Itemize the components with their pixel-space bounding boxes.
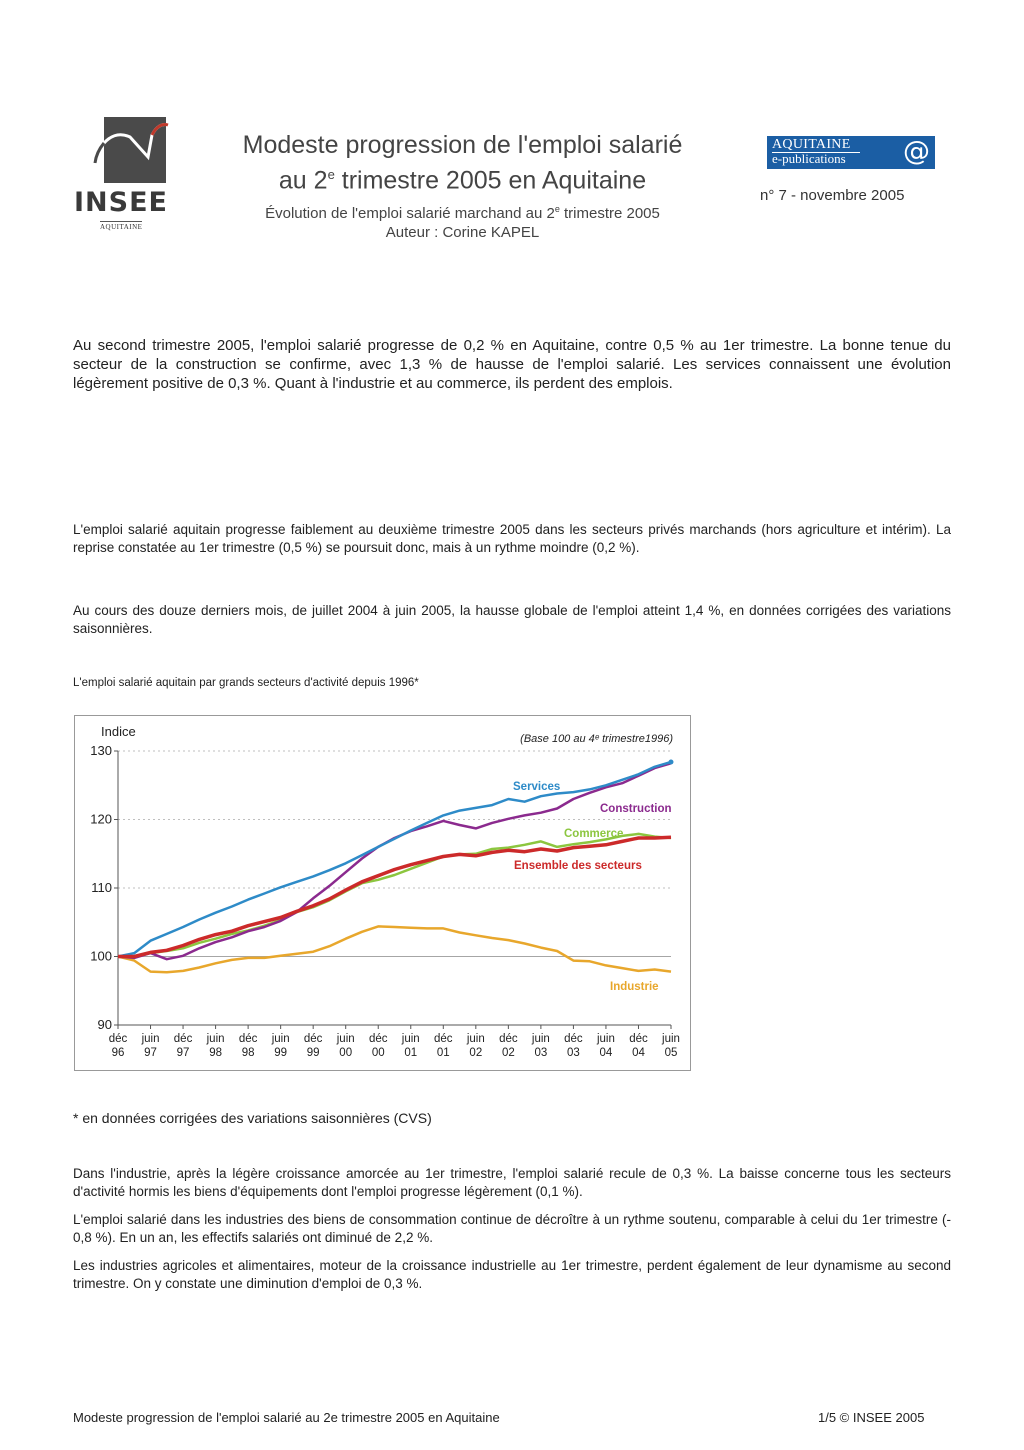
x-tick-label-year: 02 [469, 1047, 483, 1059]
y-tick-label: 130 [90, 743, 112, 758]
chart-svg [75, 716, 690, 1070]
y-tick-label: 100 [90, 948, 112, 964]
subtitle-superscript: e [554, 204, 560, 214]
series-label-industrie: Industrie [610, 981, 659, 993]
footer-page-copyright: 1/5 © INSEE 2005 [818, 1410, 925, 1425]
logo-wordmark: INSEE [74, 187, 168, 218]
x-tick-label-month: juin [206, 1033, 225, 1045]
x-tick-label-month: déc [173, 1033, 193, 1045]
aquitaine-e-publications-badge[interactable] [767, 136, 935, 169]
subtitle-rest: trimestre 2005 [559, 205, 660, 222]
x-tick-label-year: 03 [534, 1047, 548, 1059]
logo-region: AQUITAINE [100, 223, 143, 231]
x-tick-label-year: 04 [632, 1047, 645, 1059]
x-tick-label-year: 99 [274, 1047, 288, 1059]
paragraph-3: Dans l'industrie, après la légère croissance amorcée au 1er trimestre, l'emploi salarié recule de 0,3 %. La baisse concerne tous les secteurs d'activité hormis les biens d'équipements dont l'emploi progresse légèrement (0,1 %). [73, 1166, 951, 1199]
x-tick-label-year: 97 [144, 1047, 157, 1059]
x-tick-label-month: juin [401, 1033, 420, 1045]
x-tick-label-year: 97 [176, 1047, 190, 1059]
x-tick-label-month: juin [662, 1033, 680, 1045]
chart-base-note: (Base 100 au 4ᵉ trimestre1996) [520, 733, 673, 745]
page-subtitle [185, 200, 740, 242]
paragraph-4: L'emploi salarié dans les industries des biens de consommation continue de décroître à un rythme soutenu, comparable à celui du 1er trimestre (- 0,8 %). En un an, les effectifs salariés ont diminué de 2,2 %. [73, 1212, 951, 1245]
footer-title: Modeste progression de l'emploi salarié au 2e trimestre 2005 en Aquitaine [73, 1410, 500, 1425]
x-tick-label-month: déc [108, 1033, 128, 1045]
series-line-industrie [118, 926, 671, 972]
employment-chart [74, 715, 691, 1071]
y-tick-label: 120 [90, 811, 112, 827]
x-tick-label-month: déc [629, 1033, 648, 1045]
subtitle-text: Évolution de l'emploi salarié marchand au 2 [265, 205, 555, 222]
series-label-construction: Construction [600, 803, 672, 815]
paragraph-1: L'emploi salarié aquitain progresse faiblement au deuxième trimestre 2005 dans les secteurs privés marchands (hors agriculture et intérim). La reprise constatée au 1er trimestre (0,5 %) se poursuit donc, mais à un rythme moindre (0,2 %). [73, 522, 951, 555]
subtitle-line [185, 200, 740, 223]
series-label-services: Services [513, 781, 561, 793]
x-tick-label-year: 99 [306, 1047, 320, 1059]
x-tick-label-year: 00 [339, 1047, 353, 1059]
x-tick-label-month: déc [434, 1033, 453, 1045]
chart-footnote: * en données corrigées des variations saisonnières (CVS) [73, 1110, 432, 1126]
x-tick-label-month: juin [336, 1033, 355, 1045]
badge-region: AQUITAINE [772, 137, 851, 152]
insee-logo-icon [70, 115, 170, 185]
x-tick-label-month: juin [466, 1033, 485, 1045]
x-tick-label-month: juin [271, 1033, 290, 1045]
x-tick-label-year: 98 [241, 1047, 255, 1059]
y-axis-label: Indice [101, 724, 136, 739]
x-tick-label-month: juin [531, 1033, 550, 1045]
x-tick-label-month: déc [368, 1033, 388, 1045]
x-tick-label-year: 01 [404, 1047, 418, 1059]
x-tick-label-month: déc [303, 1033, 323, 1045]
title-line-2 [185, 160, 740, 195]
x-tick-label-year: 02 [501, 1047, 515, 1059]
series-line-ensemble-des-secteurs [118, 837, 671, 956]
paragraph-2: Au cours des douze derniers mois, de juillet 2004 à juin 2005, la hausse globale de l'emploi atteint 1,4 %, en données corrigées des variations saisonnières. [73, 603, 951, 636]
x-tick-label-year: 96 [111, 1047, 125, 1059]
x-tick-label-month: déc [238, 1033, 258, 1045]
x-tick-label-year: 98 [209, 1047, 222, 1059]
x-tick-label-month: déc [564, 1033, 583, 1045]
issue-number: n° 7 - novembre 2005 [760, 187, 905, 204]
title-line-1: Modeste progression de l'emploi salarié [242, 131, 683, 159]
y-tick-label: 90 [97, 1017, 112, 1032]
y-tick-label: 110 [91, 880, 112, 895]
series-label-ensemble-des-secteurs: Ensemble des secteurs [514, 860, 642, 872]
x-tick-label-month: déc [499, 1033, 518, 1045]
x-tick-label-year: 03 [567, 1047, 580, 1059]
series-label-commerce: Commerce [564, 828, 624, 840]
x-tick-label-year: 05 [664, 1047, 678, 1059]
x-tick-label-year: 00 [371, 1047, 385, 1059]
insee-logo [70, 115, 170, 235]
x-tick-label-month: juin [141, 1033, 160, 1045]
x-tick-label-year: 01 [436, 1047, 450, 1059]
intro-paragraph: Au second trimestre 2005, l'emploi salarié progresse de 0,2 % en Aquitaine, contre 0,5 % au 1er trimestre. La bonne tenue du secteur de la construction se confirme, avec 1,3 % de hausse de l'emploi salarié. Les services connaissent une évolution légèrement positive de 0,3 %. Quant à l'industrie et au commerce, ils perdent des emplois. [73, 337, 951, 392]
at-icon: @ [903, 136, 930, 167]
x-tick-label-month: juin [596, 1033, 615, 1045]
title-superscript: e [327, 167, 335, 182]
badge-label: e-publications [772, 151, 846, 166]
author: Auteur : Corine KAPEL [385, 224, 540, 241]
title-line-2-rest: trimestre 2005 en Aquitaine [334, 166, 647, 195]
series-end-point-services [669, 759, 674, 764]
title-line-2-text: au 2 [278, 166, 328, 195]
chart-caption: L'emploi salarié aquitain par grands secteurs d'activité depuis 1996* [73, 677, 419, 689]
page-title [185, 130, 740, 195]
x-tick-label-year: 04 [599, 1047, 613, 1059]
paragraph-5: Les industries agricoles et alimentaires, moteur de la croissance industrielle au 1er trimestre, perdent également de leur dynamisme au second trimestre. On y constate une diminution d'emploi de 0,3 %. [73, 1258, 951, 1291]
